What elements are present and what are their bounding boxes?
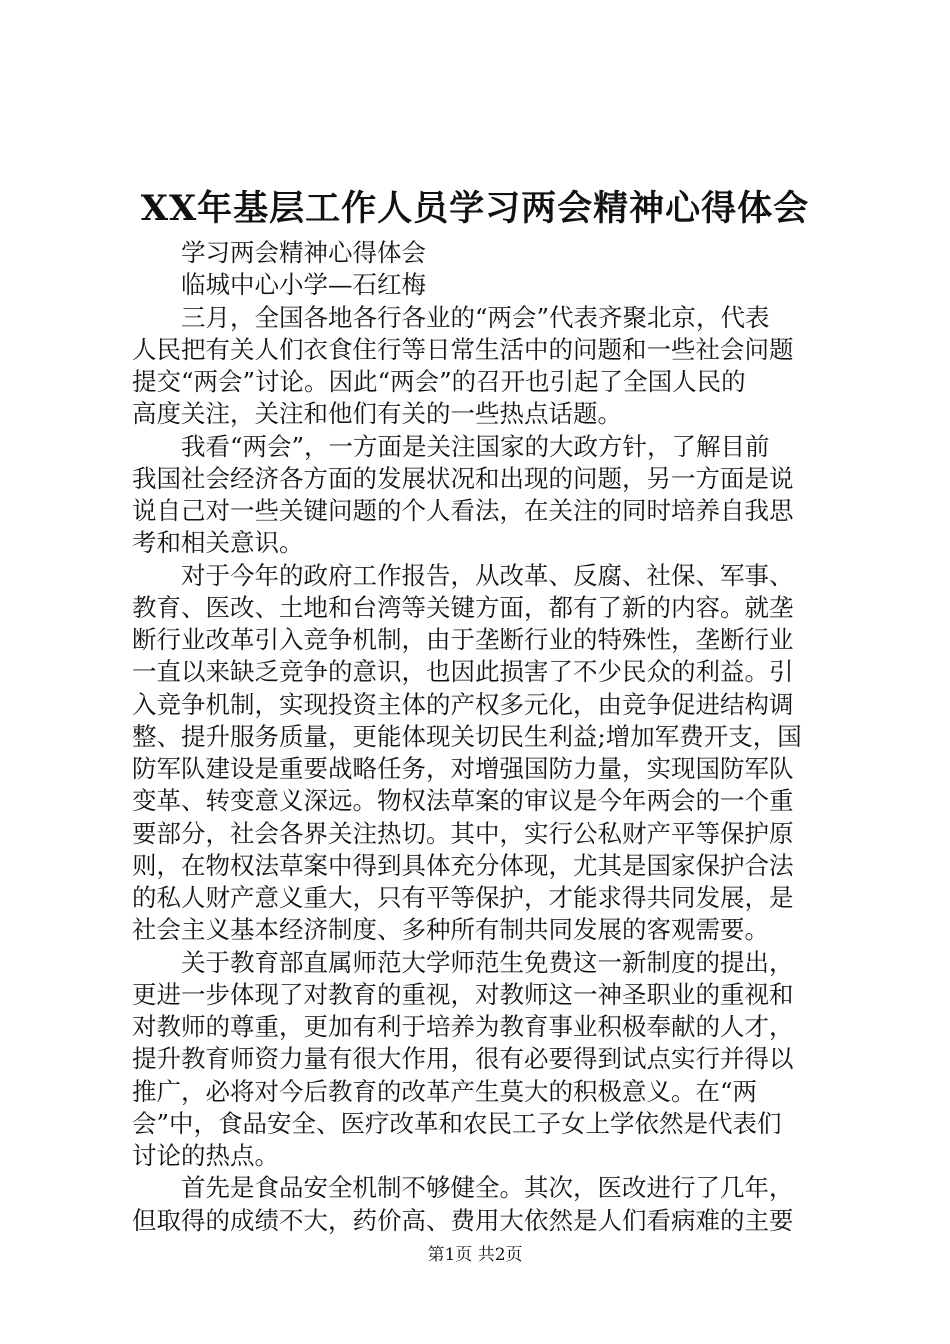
page-number: 第1页 <box>427 1245 473 1265</box>
text-line: 防军队建设是重要战略任务，对增强国防力量，实现国防军队 <box>132 754 794 783</box>
document-title: XX年基层工作人员学习两会精神心得体会 <box>140 188 810 229</box>
text-line: 入竞争机制，实现投资主体的产权多元化，由竞争促进结构调 <box>132 689 794 719</box>
text-line: 人民把有关人们衣食住行等日常生活中的问题和一些社会问题 <box>132 334 794 364</box>
text-line: 三月，全国各地各行各业的“两会”代表齐聚北京，代表 <box>181 302 770 332</box>
text-line: 我看“两会”，一方面是关注国家的大政方针，了解目前 <box>181 431 770 461</box>
text-line: 断行业改革引入竞争机制，由于垄断行业的特殊性，垄断行业 <box>132 625 794 654</box>
text-line: 首先是食品安全机制不够健全。其次，医改进行了几年， <box>181 1173 794 1203</box>
text-line: 但取得的成绩不大，药价高、费用大依然是人们看病难的主要 <box>132 1205 794 1235</box>
document-body <box>132 237 832 1237</box>
text-line: 会”中，食品安全、医疗改革和农民工子女上学依然是代表们 <box>132 1108 782 1138</box>
text-line: 整、提升服务质量，更能体现关切民生利益;增加军费开支，国 <box>132 721 802 751</box>
text-line: 一直以来缺乏竞争的意识，也因此损害了不少民众的利益。引 <box>132 657 794 687</box>
page-total: 共2页 <box>477 1245 523 1265</box>
text-line: 考和相关意识。 <box>132 528 304 558</box>
text-line: 学习两会精神心得体会 <box>181 238 426 267</box>
text-line: 社会主义基本经济制度、多种所有制共同发展的客观需要。 <box>132 915 769 945</box>
text-line: 对教师的尊重，更加有利于培养为教育事业积极奉献的人才， <box>132 1012 794 1041</box>
page-footer <box>0 1244 950 1266</box>
text-line: 的私人财产意义重大，只有平等保护，才能求得共同发展，是 <box>132 883 794 912</box>
text-line: 变革、转变意义深远。物权法草案的审议是今年两会的一个重 <box>132 786 794 816</box>
text-line: 讨论的热点。 <box>132 1141 279 1170</box>
text-line: 则，在物权法草案中得到具体充分体现，尤其是国家保护合法 <box>132 850 794 880</box>
text-line: 要部分，社会各界关注热切。其中，实行公私财产平等保护原 <box>132 818 794 848</box>
text-line: 提升教育师资力量有很大作用，很有必要得到试点实行并得以 <box>132 1044 794 1074</box>
text-line: 关于教育部直属师范大学师范生免费这一新制度的提出， <box>181 947 794 977</box>
text-line: 更进一步体现了对教育的重视，对教师这一神圣职业的重视和 <box>132 979 794 1009</box>
text-line: 推广，必将对今后教育的改革产生莫大的积极意义。在“两 <box>132 1076 758 1106</box>
text-line: 说自己对一些关键问题的个人看法，在关注的同时培养自我思 <box>132 496 794 525</box>
text-line: 我国社会经济各方面的发展状况和出现的问题，另一方面是说 <box>132 463 794 493</box>
text-line: 对于今年的政府工作报告，从改革、反腐、社保、军事、 <box>181 560 794 590</box>
text-line: 临城中心小学—石红梅 <box>181 270 426 300</box>
text-line: 提交“两会”讨论。因此“两会”的召开也引起了全国人民的 <box>132 367 746 396</box>
text-line: 高度关注，关注和他们有关的一些热点话题。 <box>132 399 622 429</box>
text-line: 教育、医改、土地和台湾等关键方面，都有了新的内容。就垄 <box>132 592 794 622</box>
